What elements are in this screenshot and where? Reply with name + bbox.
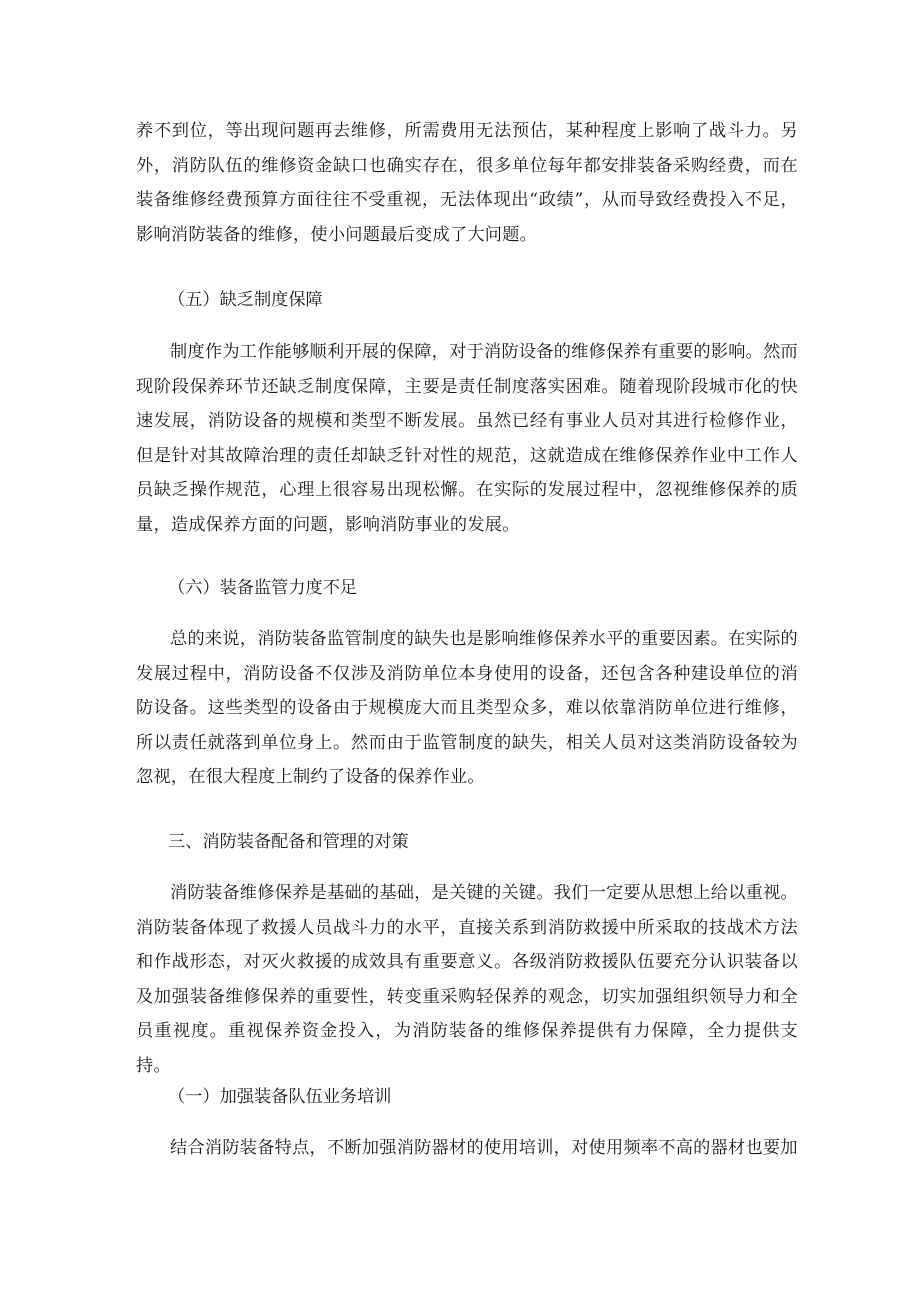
heading-strengthen-training: （一）加强装备队伍业务培训	[168, 1087, 392, 1107]
paragraph-supervision: 总的来说，消防装备监管制度的缺失也是影响维修保养水平的重要因素。在实际的发展过程中，消防设备不仅涉及消防单位本身使用的设备，还包含各种建设单位的消防设备。这些类型的设备由于规模庞大而且类型众多，难以依靠消防单位进行维修，所以责任就落到单位身上。然而由于监管制度的缺失，相关人员对这类消防设备较为忽视，在很大程度上制约了设备的保养作业。	[136, 629, 798, 788]
heading-countermeasures: 三、消防装备配备和管理的对策	[168, 832, 409, 852]
paragraph-funding-shortfall: 养不到位，等出现问题再去维修，所需费用无法预估，某种程度上影响了战斗力。另外，消防队伍的维修资金缺口也确实存在，很多单位每年都安排装备采购经费，而在装备维修经费预算方面往往不受重视，无法体现出“政绩”，从而导致经费投入不足，影响消防装备的维修，使小问题最后变成了大问题。	[136, 121, 798, 245]
paragraph-countermeasures: 消防装备维修保养是基础的基础，是关键的关键。我们一定要从思想上给以重视。消防装备体现了救援人员战斗力的水平，直接关系到消防救援中所采取的技战术方法和作战形态，对灭火救援的成效具有重要意义。各级消防救援队伍要充分认识装备以及加强装备维修保养的重要性，转变重采购轻保养的观念，切实加强组织领导力和全员重视度。重视保养资金投入，为消防装备的维修保养提供有力保障，全力提供支持。	[136, 883, 798, 1076]
heading-insufficient-supervision: （六）装备监管力度不足	[168, 578, 358, 598]
paragraph-training: 结合消防装备特点，不断加强消防器材的使用培训，对使用频率不高的器材也要加	[170, 1138, 798, 1158]
paragraph-system-guarantee: 制度作为工作能够顺利开展的保障，对于消防设备的维修保养有重要的影响。然而现阶段保养环节还缺乏制度保障，主要是责任制度落实困难。随着现阶段城市化的快速发展，消防设备的规模和类型不断发展。虽然已经有事业人员对其进行检修作业，但是针对其故障治理的责任却缺乏针对性的规范，这就造成在维修保养作业中工作人员缺乏操作规范，心理上很容易出现松懈。在实际的发展过程中，忽视维修保养的质量，造成保养方面的问题，影响消防事业的发展。	[136, 342, 798, 535]
heading-lack-of-system-guarantee: （五）缺乏制度保障	[168, 290, 323, 310]
